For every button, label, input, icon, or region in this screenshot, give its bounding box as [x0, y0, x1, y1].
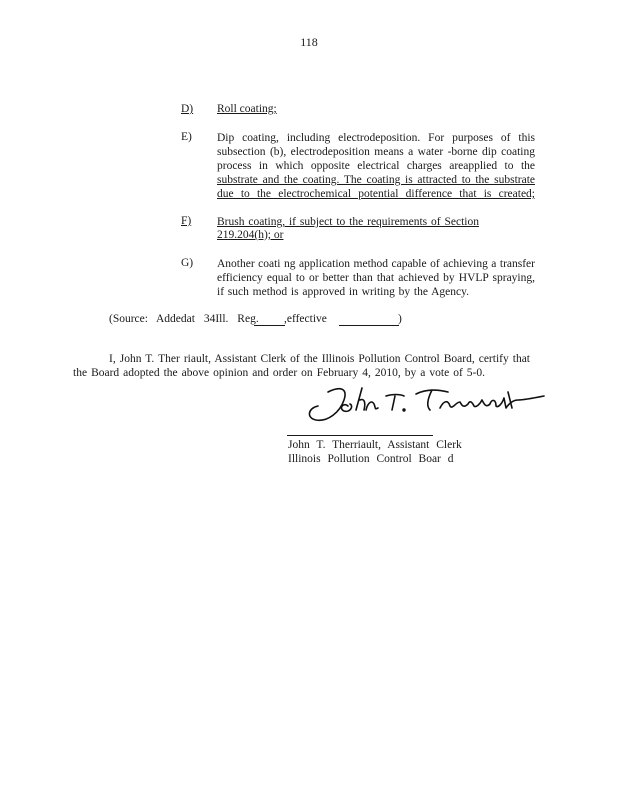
- item-f-label: F): [181, 215, 192, 227]
- source-effective: ,effective: [284, 313, 327, 325]
- item-g-line: Another coati ng application method capable of achieving a transfer: [217, 258, 535, 270]
- item-e-line: substrate and the coating. The coating is attracted to the substrate: [217, 174, 535, 186]
- signer-name-title: John T. Therriault, Assistant Clerk: [288, 439, 462, 451]
- item-e-label: E): [181, 131, 192, 143]
- item-e-line: process in which opposite electrical charges areapplied to the: [217, 160, 535, 172]
- source-prefix: (Source:: [109, 313, 148, 325]
- source-blank-1: [254, 325, 285, 326]
- page-number: 118: [300, 35, 318, 49]
- signature-line: [287, 435, 433, 436]
- item-f-line: 219.204(h); or: [217, 229, 284, 241]
- source-text: Addedat 34Ill. Reg.: [156, 313, 259, 325]
- source-blank-2: [339, 325, 399, 326]
- source-close: ): [398, 313, 402, 325]
- item-e-line: due to the electrochemical potential difference that is created;: [217, 188, 535, 200]
- certification-line-2: the Board adopted the above opinion and order on February 4, 2010, by a vote of 5-0.: [73, 367, 485, 379]
- item-g-line: if such method is approved in writing by the Agency.: [217, 286, 469, 298]
- item-g-label: G): [181, 257, 194, 269]
- item-e-line: Dip coating, including electrodeposition. For purposes of this: [217, 132, 535, 144]
- certification-line-1: I, John T. Ther riault, Assistant Clerk of the Illinois Pollution Control Board, certify that: [109, 353, 530, 365]
- item-d-label: D): [181, 103, 194, 115]
- signer-board: Illinois Pollution Control Boar d: [288, 453, 454, 465]
- item-g-line: efficiency equal to or better than that achieved by HVLP spraying,: [217, 272, 535, 284]
- item-e-line: subsection (b), electrodeposition means a water -borne dip coating: [217, 146, 535, 158]
- item-f-line: Brush coating, if subject to the requirements of Section: [217, 216, 479, 228]
- item-d-text: Roll coating;: [217, 103, 277, 115]
- handwritten-signature: [300, 378, 550, 426]
